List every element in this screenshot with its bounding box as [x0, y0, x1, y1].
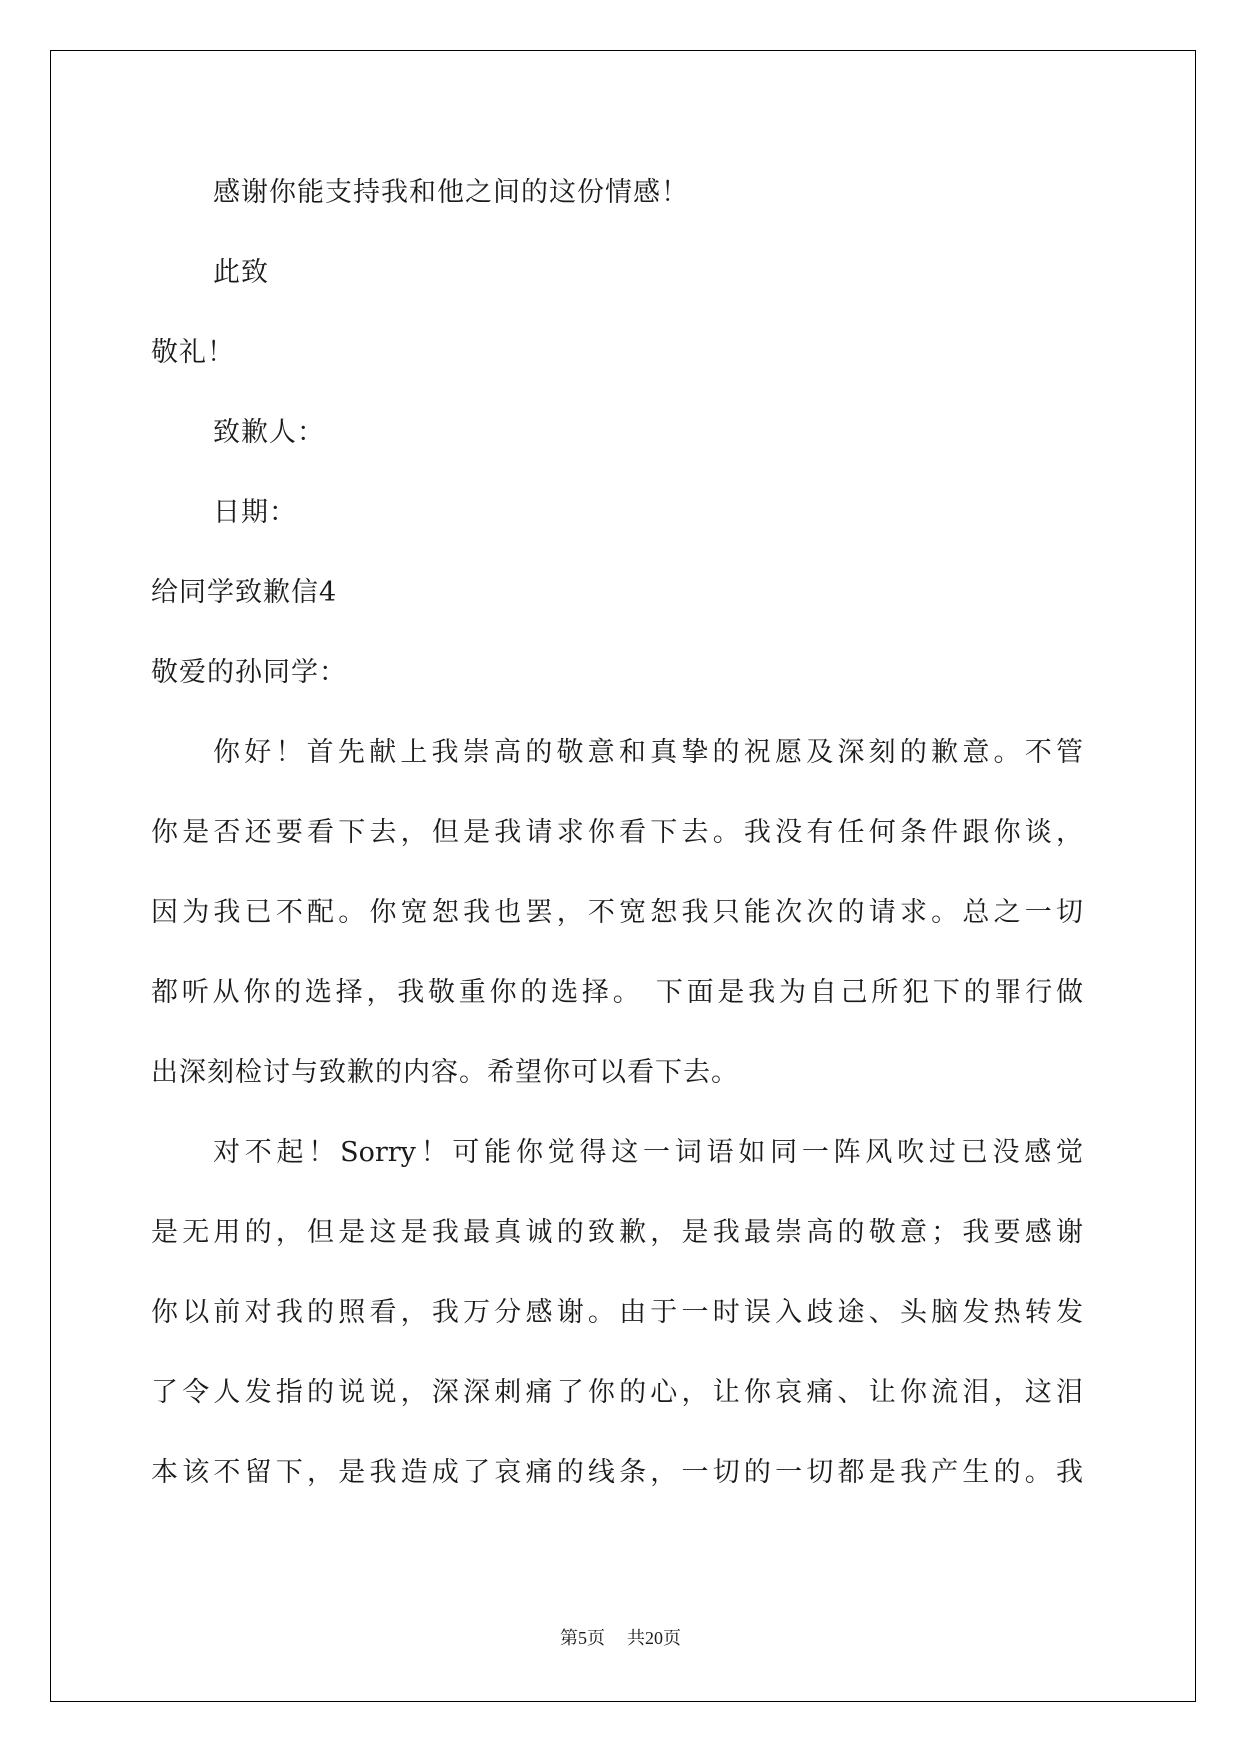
- body-line: 都听从你的选择，我敬重你的选择。 下面是我为自己所犯下的罪行做: [151, 977, 1083, 1008]
- signature-apologizer: 致歉人：: [213, 417, 325, 448]
- body-line: 出深刻检讨与致歉的内容。希望你可以看下去。: [151, 1057, 739, 1088]
- closing-line-thanks: 感谢你能支持我和他之间的这份情感！: [213, 177, 689, 208]
- body-line: 你好！首先献上我崇高的敬意和真挚的祝愿及深刻的歉意。不管: [213, 737, 1083, 768]
- body-line: 因为我已不配。你宽恕我也罢，不宽恕我只能次次的请求。总之一切: [151, 897, 1083, 928]
- section-heading: 给同学致歉信4: [151, 577, 338, 608]
- salutation-cizhi: 此致: [213, 257, 269, 288]
- signature-date: 日期：: [213, 497, 297, 528]
- letter-greeting: 敬爱的孙同学：: [151, 657, 347, 688]
- body-line: 了令人发指的说说，深深刺痛了你的心，让你哀痛、让你流泪，这泪: [151, 1377, 1083, 1408]
- page-number: 第5页: [560, 1628, 605, 1648]
- page-total: 共20页: [627, 1628, 681, 1648]
- body-line: 对不起！Sorry！可能你觉得这一词语如同一阵风吹过已没感觉: [213, 1137, 1083, 1168]
- body-line: 本该不留下，是我造成了哀痛的线条，一切的一切都是我产生的。我: [151, 1457, 1083, 1488]
- page-footer: [0, 1626, 1241, 1650]
- body-line: 是无用的，但是这是我最真诚的致歉，是我最崇高的敬意；我要感谢: [151, 1217, 1083, 1248]
- salutation-jingli: 敬礼！: [151, 337, 235, 368]
- body-line: 你以前对我的照看，我万分感谢。由于一时误入歧途、头脑发热转发: [151, 1297, 1083, 1328]
- body-line: 你是否还要看下去，但是我请求你看下去。我没有任何条件跟你谈，: [151, 817, 1083, 848]
